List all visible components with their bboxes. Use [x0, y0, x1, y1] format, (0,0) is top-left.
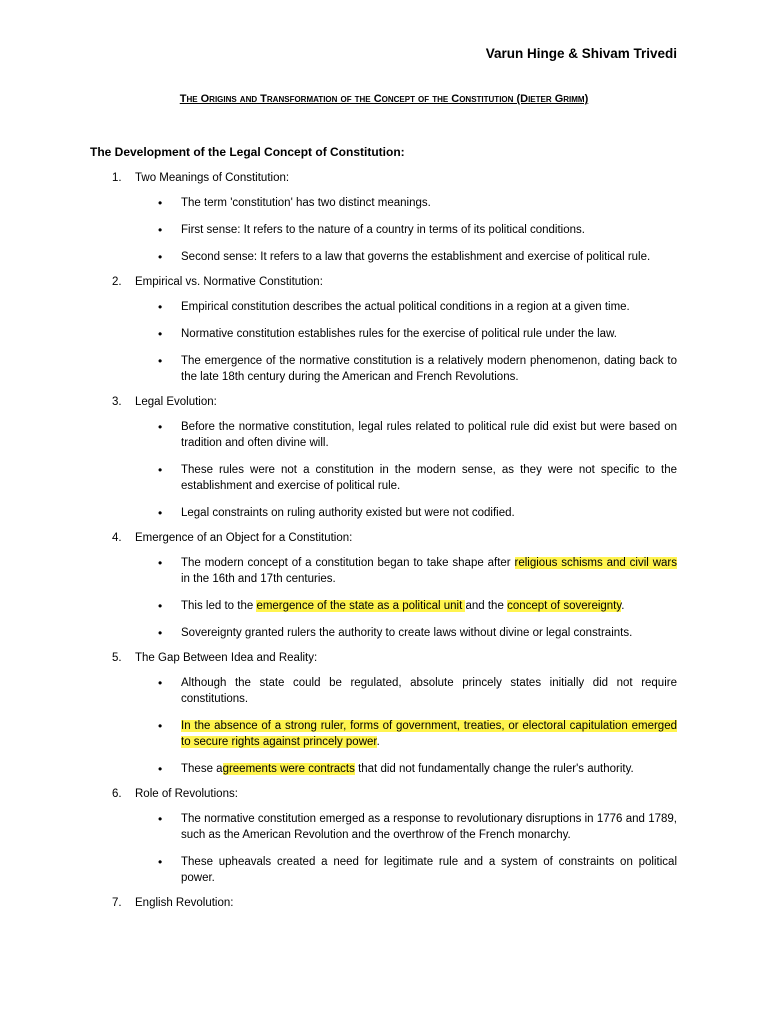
list-item-title: English Revolution:	[135, 897, 234, 909]
bullet-icon: •	[158, 556, 163, 570]
bullet-text: These a	[181, 763, 223, 775]
bullet-icon: •	[158, 719, 163, 733]
list-item-title: Emergence of an Object for a Constitution:	[135, 532, 353, 544]
bullet-text: .	[376, 736, 380, 748]
list-section	[0, 785, 768, 886]
bullet-icon: •	[158, 599, 163, 613]
bullet-item	[0, 222, 768, 238]
bullet-icon: •	[158, 300, 163, 314]
list-item-heading	[0, 785, 768, 804]
bullet-text: The normative constitution emerged as a response to revolutionary disruptions in 1776 and 1789, such as the American Revolution and the overthrow of the French monarchy.	[181, 813, 677, 841]
bullet-icon: •	[158, 676, 163, 690]
bullet-icon: •	[158, 420, 163, 434]
highlighted-text: greements were contracts	[222, 763, 355, 775]
bullet-list	[0, 299, 768, 385]
author-names: Varun Hinge & Shivam Trivedi	[485, 46, 677, 61]
bullet-icon: •	[158, 223, 163, 237]
bullet-item	[0, 326, 768, 342]
bullet-text: First sense: It refers to the nature of a country in terms of its political conditions.	[181, 224, 585, 236]
bullet-text: in the 16th and 17th centuries.	[181, 573, 336, 585]
list-section	[0, 169, 768, 265]
bullet-text: and the	[465, 600, 508, 612]
bullet-text: .	[621, 600, 625, 612]
list-number: 6.	[112, 788, 122, 800]
bullet-item	[0, 419, 768, 451]
numbered-list	[0, 169, 768, 920]
bullet-item	[0, 249, 768, 265]
bullet-item	[0, 811, 768, 843]
bullet-item	[0, 195, 768, 211]
bullet-icon: •	[158, 812, 163, 826]
bullet-item	[0, 718, 768, 750]
bullet-text: The emergence of the normative constitution is a relatively modern phenomenon, dating back to the late 18th century during the American and French Revolutions.	[181, 355, 677, 383]
list-item-heading	[0, 393, 768, 412]
bullet-icon: •	[158, 626, 163, 640]
list-item-title: Legal Evolution:	[135, 396, 217, 408]
bullet-text: These rules were not a constitution in the modern sense, as they were not specific to the establishment and exercise of political rule.	[181, 464, 677, 492]
list-number: 4.	[112, 532, 122, 544]
list-item-title: Two Meanings of Constitution:	[135, 172, 290, 184]
list-number: 7.	[112, 897, 122, 909]
bullet-text: that did not fundamentally change the ruler's authority.	[354, 763, 634, 775]
section-heading: The Development of the Legal Concept of Constitution:	[90, 145, 405, 159]
list-number: 1.	[112, 172, 122, 184]
list-item-title: Role of Revolutions:	[135, 788, 238, 800]
list-item-heading	[0, 649, 768, 668]
bullet-text: Normative constitution establishes rules for the exercise of political rule under the law.	[181, 328, 617, 340]
bullet-icon: •	[158, 506, 163, 520]
bullet-item	[0, 854, 768, 886]
bullet-item	[0, 761, 768, 777]
bullet-list	[0, 675, 768, 777]
bullet-item	[0, 299, 768, 315]
bullet-item	[0, 555, 768, 587]
list-item-title: Empirical vs. Normative Constitution:	[135, 276, 323, 288]
highlighted-text: emergence of the state as a political unit	[256, 600, 466, 612]
bullet-item	[0, 505, 768, 521]
bullet-list	[0, 419, 768, 521]
list-item-heading	[0, 273, 768, 292]
list-item-heading	[0, 169, 768, 188]
highlighted-text: religious schisms and civil wars	[514, 557, 677, 569]
list-section	[0, 894, 768, 913]
document-title: The Origins and Transformation of the Concept of the Constitution (Dieter Grimm)	[179, 93, 589, 105]
bullet-text: This led to the	[181, 600, 257, 612]
bullet-text: Second sense: It refers to a law that governs the establishment and exercise of political rule.	[181, 251, 651, 263]
bullet-icon: •	[158, 354, 163, 368]
bullet-item	[0, 353, 768, 385]
list-item-heading	[0, 894, 768, 913]
bullet-icon: •	[158, 463, 163, 477]
list-number: 5.	[112, 652, 122, 664]
bullet-list	[0, 555, 768, 641]
list-number: 3.	[112, 396, 122, 408]
bullet-item	[0, 462, 768, 494]
bullet-text: The term 'constitution' has two distinct meanings.	[181, 197, 431, 209]
bullet-text: Before the normative constitution, legal rules related to political rule did exist but were based on tradition and often divine will.	[181, 421, 677, 449]
list-item-title: The Gap Between Idea and Reality:	[135, 652, 318, 664]
bullet-icon: •	[158, 855, 163, 869]
bullet-list	[0, 195, 768, 265]
bullet-text: Empirical constitution describes the actual political conditions in a region at a given time.	[181, 301, 630, 313]
highlighted-text: In the absence of a strong ruler, forms of government, treaties, or electoral capitulation emerged to secure rights against princely power	[181, 720, 677, 748]
list-section	[0, 273, 768, 385]
bullet-item	[0, 598, 768, 614]
bullet-text: Sovereignty granted rulers the authority to create laws without divine or legal constraints.	[181, 627, 633, 639]
list-number: 2.	[112, 276, 122, 288]
bullet-item	[0, 625, 768, 641]
bullet-text: Legal constraints on ruling authority existed but were not codified.	[181, 507, 515, 519]
bullet-icon: •	[158, 327, 163, 341]
bullet-item	[0, 675, 768, 707]
list-item-heading	[0, 529, 768, 548]
highlighted-text: concept of sovereignty	[507, 600, 622, 612]
bullet-icon: •	[158, 762, 163, 776]
bullet-text: Although the state could be regulated, absolute princely states initially did not require constitutions.	[181, 677, 677, 705]
bullet-text: These upheavals created a need for legitimate rule and a system of constraints on political power.	[181, 856, 677, 884]
bullet-list	[0, 811, 768, 886]
bullet-icon: •	[158, 250, 163, 264]
list-section	[0, 529, 768, 641]
bullet-icon: •	[158, 196, 163, 210]
list-section	[0, 649, 768, 777]
bullet-text: The modern concept of a constitution began to take shape after	[181, 557, 515, 569]
list-section	[0, 393, 768, 521]
